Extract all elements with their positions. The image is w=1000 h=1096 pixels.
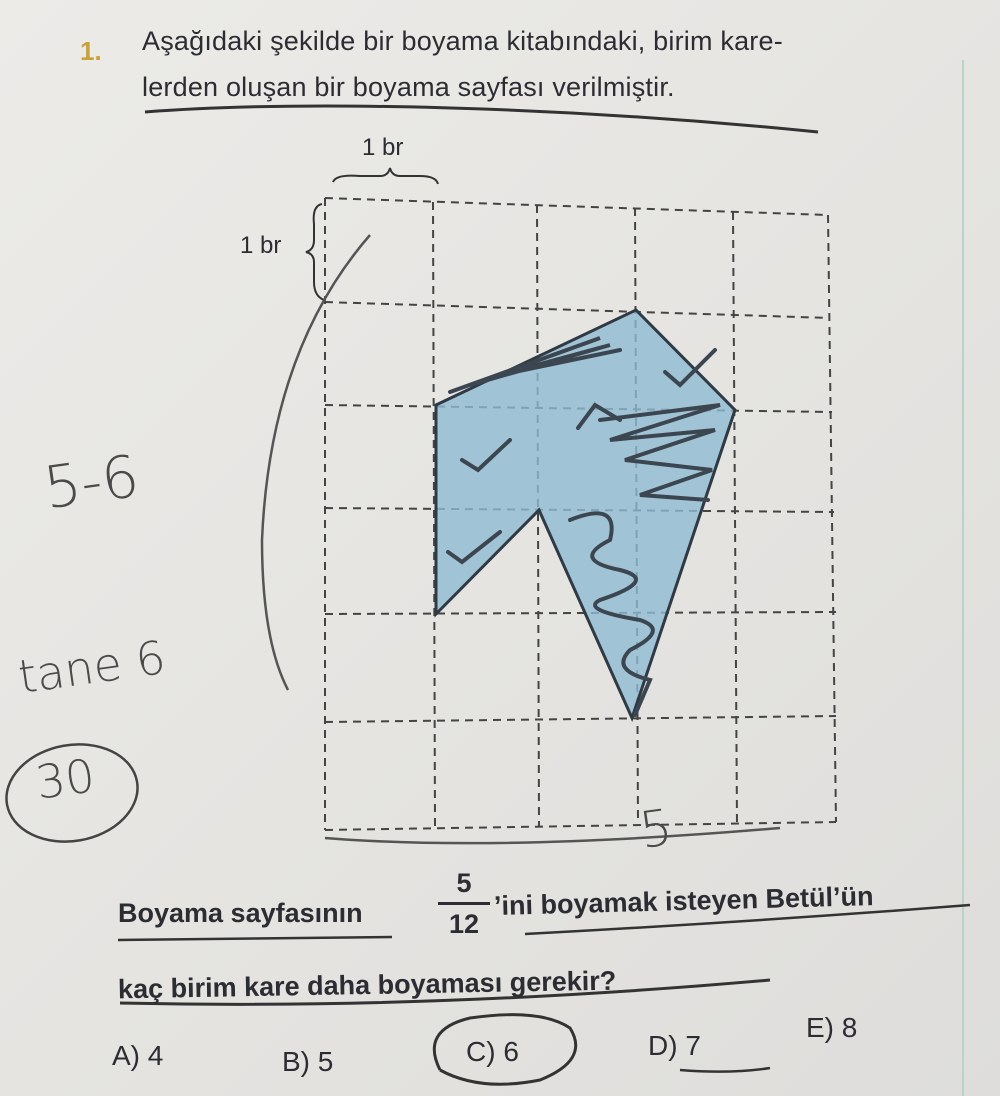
fraction-bar [438, 902, 490, 905]
stem-text-after-fraction: ’ini boyamak isteyen Betül’ün [493, 881, 874, 921]
handwritten-note-tane: tane 6 [14, 629, 169, 705]
question-number: 1. [80, 36, 102, 66]
handwritten-note-bottom: 5 [636, 798, 676, 860]
stem-fraction [436, 868, 492, 939]
hand-drawn-bottom-line [325, 828, 780, 843]
question-text-line-1: Aşağıdaki şekilde bir boyama kitabındaki, birim kare- [142, 26, 783, 56]
option-d-underline [680, 1068, 770, 1072]
question-text-line-2: lerden oluşan bir boyama sayfası verilmiştir. [142, 72, 675, 102]
stem-text-line-2: kaç birim kare daha boyaması gerekir? [117, 965, 617, 1005]
stem-underline-1 [118, 937, 392, 940]
option-b[interactable]: B) 5 [282, 1046, 334, 1077]
stem-text-before-fraction: Boyama sayfasının [118, 898, 363, 928]
option-d[interactable]: D) 7 [648, 1030, 701, 1061]
fraction-numerator: 5 [456, 868, 472, 898]
handwritten-note-fraction: 5-6 [39, 441, 144, 523]
option-c[interactable]: C) 6 [466, 1036, 519, 1067]
width-brace [333, 168, 438, 184]
option-e[interactable]: E) 8 [806, 1012, 858, 1043]
height-brace [306, 204, 324, 300]
handwritten-note-circle: 30 [32, 748, 99, 810]
question-underline [145, 106, 818, 132]
height-label: 1 br [240, 232, 282, 259]
fraction-denominator: 12 [448, 909, 480, 939]
width-label: 1 br [362, 134, 404, 161]
option-a[interactable]: A) 4 [112, 1040, 164, 1071]
